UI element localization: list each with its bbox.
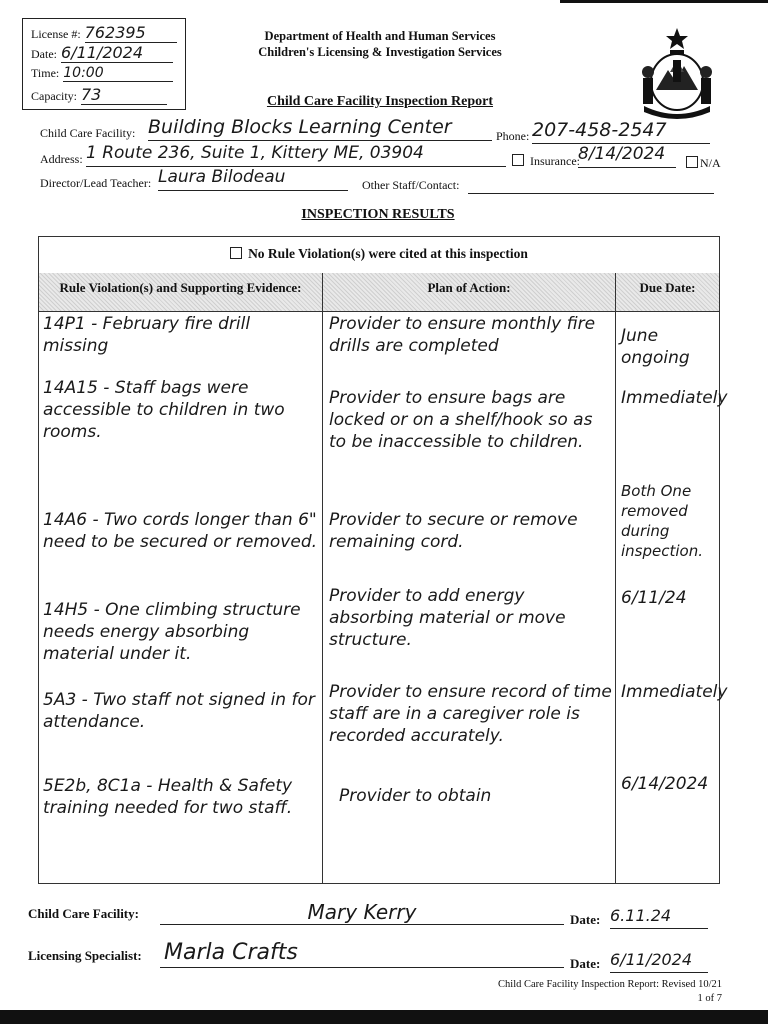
department-line-2: Children's Licensing & Investigation Services bbox=[258, 45, 502, 59]
na-field bbox=[686, 156, 721, 171]
insurance-field bbox=[512, 154, 580, 169]
insurance-checkbox[interactable] bbox=[512, 154, 524, 166]
specialist-date-label: Date: bbox=[570, 956, 601, 971]
license-row bbox=[31, 23, 177, 43]
row-2-plan: Provider to ensure bags are locked or on a shelf/hook so as to be inaccessible to children. bbox=[329, 388, 593, 452]
date-value: 6/11/2024 bbox=[61, 43, 173, 63]
address-label: Address: bbox=[40, 152, 83, 166]
results-table bbox=[38, 236, 728, 884]
row-3-plan: Provider to secure or remove remaining cord. bbox=[329, 510, 578, 552]
other-staff-line bbox=[468, 192, 714, 194]
inspection-results-heading: INSPECTION RESULTS bbox=[301, 207, 455, 222]
row-5-due: Immediately bbox=[621, 682, 728, 702]
row-4-violation: 14H5 - One climbing structure needs energy absorbing material under it. bbox=[43, 600, 301, 664]
insurance-label: Insurance: bbox=[530, 154, 580, 168]
other-staff-label: Other Staff/Contact: bbox=[362, 178, 460, 192]
license-label: License #: bbox=[31, 27, 81, 41]
column-divider bbox=[322, 273, 323, 883]
col-header-due: Due Date: bbox=[616, 273, 719, 312]
row-3-violation: 14A6 - Two cords longer than 6" need to be secured or removed. bbox=[43, 510, 318, 552]
state-seal-icon bbox=[640, 26, 714, 120]
license-value: 762395 bbox=[85, 23, 177, 43]
capacity-label: Capacity: bbox=[31, 89, 77, 103]
facility-date-label: Date: bbox=[570, 912, 601, 927]
phone-value: 207-458-2547 bbox=[532, 119, 710, 144]
row-6-due: 6/14/2024 bbox=[621, 774, 709, 794]
footer-page: 1 of 7 bbox=[697, 993, 722, 1004]
row-3-due: Both One removed during inspection. bbox=[621, 482, 703, 560]
phone-label: Phone: bbox=[496, 129, 530, 143]
director-value: Laura Bilodeau bbox=[158, 167, 348, 191]
time-row bbox=[31, 65, 173, 82]
row-6-violation: 5E2b, 8C1a - Health & Safety training needed for two staff. bbox=[43, 776, 293, 818]
facility-signature: Mary Kerry bbox=[160, 900, 564, 925]
no-violation-row bbox=[39, 237, 719, 274]
footer bbox=[498, 978, 722, 1006]
license-box bbox=[22, 18, 186, 110]
row-2-violation: 14A15 - Staff bags were accessible to children in two rooms. bbox=[43, 378, 285, 442]
row-1-plan: Provider to ensure monthly fire drills are completed bbox=[329, 314, 596, 356]
time-value: 10:00 bbox=[63, 65, 173, 82]
row-2-due: Immediately bbox=[621, 388, 728, 408]
director-label: Director/Lead Teacher: bbox=[40, 176, 152, 190]
row-1-violation: 14P1 - February fire drill missing bbox=[43, 314, 251, 356]
row-5-violation: 5A3 - Two staff not signed in for attendance. bbox=[43, 690, 315, 732]
facility-value: Building Blocks Learning Center bbox=[148, 116, 492, 141]
col-header-plan: Plan of Action: bbox=[323, 273, 615, 312]
no-violation-checkbox[interactable] bbox=[230, 247, 242, 259]
facility-signature-label: Child Care Facility: bbox=[28, 906, 139, 921]
specialist-signature-label: Licensing Specialist: bbox=[28, 948, 142, 963]
no-violation-text: No Rule Violation(s) were cited at this inspection bbox=[248, 246, 528, 261]
date-row bbox=[31, 43, 173, 63]
footer-revision: Child Care Facility Inspection Report: Revised 10/21 bbox=[498, 979, 722, 990]
row-1-due: June ongoing bbox=[621, 326, 690, 368]
specialist-signature: Marla Crafts bbox=[160, 940, 564, 968]
specialist-date: 6/11/2024 bbox=[610, 950, 708, 973]
address-value: 1 Route 236, Suite 1, Kittery ME, 03904 bbox=[86, 143, 506, 167]
facility-label: Child Care Facility: bbox=[40, 126, 136, 140]
insurance-value: 8/14/2024 bbox=[578, 144, 676, 168]
department-line-1: Department of Health and Human Services bbox=[264, 29, 496, 43]
na-label: N/A bbox=[700, 156, 721, 170]
department-heading bbox=[210, 28, 550, 60]
facility-date: 6.11.24 bbox=[610, 906, 708, 929]
column-divider bbox=[615, 273, 616, 883]
row-5-plan: Provider to ensure record of time staff are in a caregiver role is recorded accurately. bbox=[329, 682, 612, 746]
date-label: Date: bbox=[31, 47, 57, 61]
row-4-plan: Provider to add energy absorbing material or move structure. bbox=[329, 586, 566, 650]
capacity-row bbox=[31, 85, 167, 105]
row-4-due: 6/11/24 bbox=[621, 588, 687, 608]
scan-edge-bottom bbox=[0, 1010, 768, 1024]
time-label: Time: bbox=[31, 66, 60, 80]
capacity-value: 73 bbox=[81, 85, 167, 105]
col-header-violation: Rule Violation(s) and Supporting Evidence: bbox=[39, 273, 322, 312]
na-checkbox[interactable] bbox=[686, 156, 698, 168]
row-6-plan: Provider to obtain bbox=[339, 786, 492, 806]
report-title: Child Care Facility Inspection Report bbox=[266, 94, 494, 109]
scan-edge-top bbox=[560, 0, 768, 3]
